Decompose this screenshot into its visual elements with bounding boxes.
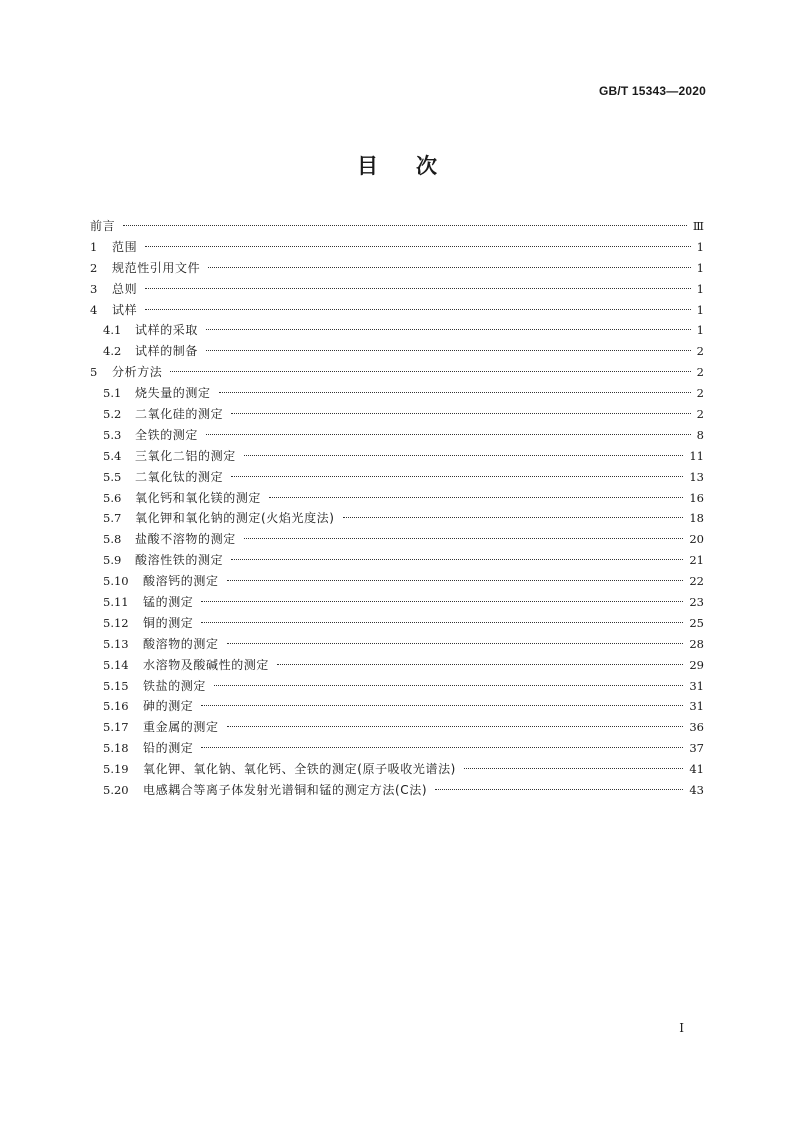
toc-entry-title: 盐酸不溶物的测定: [135, 532, 236, 547]
toc-entry-number: 5.6: [103, 490, 122, 505]
toc-leader-dots: [343, 517, 684, 518]
toc-entry-title: 分析方法: [112, 365, 163, 380]
toc-entry[interactable]: [90, 341, 704, 362]
toc-entry-page: 1: [696, 239, 704, 254]
toc-entry-title: 铁盐的测定: [143, 678, 207, 693]
standard-number: GB/T 15343—2020: [598, 84, 706, 98]
toc-entry[interactable]: [90, 717, 704, 738]
toc-entry-number: 1: [90, 239, 98, 254]
toc-entry-title: 氧化钾、氧化钠、氧化钙、全铁的测定(原子吸收光谱法): [143, 762, 456, 777]
toc-entry-number: 5.9: [103, 553, 122, 568]
toc-entry-title: 三氧化二铝的测定: [135, 448, 236, 463]
toc-entry-title: 试样的制备: [135, 344, 199, 359]
toc-entry[interactable]: [90, 216, 704, 237]
toc-entry-title: 烧失量的测定: [135, 386, 211, 401]
toc-leader-dots: [435, 789, 683, 790]
toc-entry-title: 电感耦合等离子体发射光谱铜和锰的测定方法(C法): [143, 783, 428, 798]
toc-entry-number: 5.11: [103, 595, 129, 610]
toc-entry-title: 全铁的测定: [135, 427, 199, 442]
toc-entry[interactable]: [90, 362, 704, 383]
toc-entry-title: 酸溶物的测定: [143, 636, 219, 651]
toc-entry-page: 1: [696, 302, 704, 317]
toc-entry[interactable]: [90, 467, 704, 488]
toc-entry-title: 酸溶钙的测定: [143, 574, 219, 589]
toc-entry-page: 22: [689, 574, 704, 589]
toc-leader-dots: [269, 497, 683, 498]
toc-entry-number: 5.16: [103, 699, 129, 714]
toc-entry-title: 重金属的测定: [143, 720, 219, 735]
toc-leader-dots: [170, 371, 690, 372]
toc-leader-dots: [214, 685, 683, 686]
toc-leader-dots: [201, 601, 683, 602]
toc-entry[interactable]: [90, 300, 704, 321]
toc-entry-page: 20: [689, 532, 704, 547]
toc-entry-title: 砷的测定: [143, 699, 194, 714]
toc-entry-page: 16: [689, 490, 704, 505]
toc-leader-dots: [244, 455, 684, 456]
toc-leader-dots: [227, 580, 684, 581]
toc-entry-number: 5: [90, 365, 98, 380]
toc-entry-page: 2: [696, 386, 704, 401]
toc-entry-page: Ⅲ: [692, 219, 704, 233]
toc-entry-title: 总则: [112, 281, 138, 296]
toc-entry-page: 28: [689, 636, 704, 651]
toc-entry-page: 36: [689, 720, 704, 735]
toc-entry[interactable]: [90, 529, 704, 550]
toc-leader-dots: [208, 267, 690, 268]
toc-leader-dots: [206, 329, 691, 330]
toc-entry-title: 铜的测定: [143, 615, 194, 630]
table-of-contents: [90, 216, 704, 801]
toc-entry-number: 5.13: [103, 636, 129, 651]
toc-entry[interactable]: [90, 571, 704, 592]
toc-entry-title: 试样: [112, 302, 138, 317]
toc-entry-title: 范围: [112, 239, 138, 254]
toc-entry-page: 23: [689, 595, 704, 610]
toc-entry[interactable]: [90, 655, 704, 676]
toc-entry-title: 试样的采取: [135, 323, 199, 338]
toc-entry-page: 11: [689, 448, 704, 463]
toc-entry[interactable]: [90, 676, 704, 697]
toc-leader-dots: [145, 246, 690, 247]
toc-entry[interactable]: [90, 738, 704, 759]
toc-entry-page: 2: [696, 407, 704, 422]
toc-entry[interactable]: [90, 613, 704, 634]
toc-entry-page: 25: [689, 615, 704, 630]
toc-entry-page: 43: [689, 783, 704, 798]
toc-entry-number: 5.14: [103, 657, 129, 672]
toc-entry-page: 41: [689, 762, 704, 777]
page-number: I: [679, 1021, 684, 1035]
toc-entry[interactable]: [90, 488, 704, 509]
toc-entry-number: 4.1: [103, 323, 122, 338]
toc-entry-page: 29: [689, 657, 704, 672]
toc-leader-dots: [206, 434, 691, 435]
toc-entry-title: 前言: [90, 219, 116, 233]
toc-entry-number: 5.1: [103, 386, 122, 401]
toc-entry-page: 2: [696, 344, 704, 359]
toc-entry-title: 二氧化钛的测定: [135, 469, 224, 484]
toc-leader-dots: [123, 225, 687, 226]
toc-entry[interactable]: [90, 759, 704, 780]
toc-entry[interactable]: [90, 780, 704, 801]
toc-entry-page: 1: [696, 281, 704, 296]
toc-leader-dots: [464, 768, 683, 769]
toc-leader-dots: [201, 622, 683, 623]
toc-entry-number: 3: [90, 281, 98, 296]
toc-entry-page: 13: [689, 469, 704, 484]
toc-entry-number: 5.12: [103, 615, 129, 630]
toc-entry-number: 5.20: [103, 783, 129, 798]
toc-entry-title: 氧化钾和氧化钠的测定(火焰光度法): [135, 511, 335, 526]
toc-entry-number: 5.5: [103, 469, 122, 484]
toc-entry[interactable]: [90, 634, 704, 655]
toc-entry-number: 5.15: [103, 678, 129, 693]
toc-entry-title: 酸溶性铁的测定: [135, 553, 224, 568]
toc-entry-number: 5.19: [103, 762, 129, 777]
toc-entry-number: 5.2: [103, 407, 122, 422]
toc-entry-page: 1: [696, 260, 704, 275]
toc-entry-number: 4: [90, 302, 98, 317]
toc-leader-dots: [206, 350, 691, 351]
toc-entry[interactable]: [90, 404, 704, 425]
toc-entry[interactable]: [90, 425, 704, 446]
toc-entry[interactable]: [90, 550, 704, 571]
toc-entry-title: 水溶物及酸碱性的测定: [143, 657, 270, 672]
toc-entry[interactable]: [90, 279, 704, 300]
toc-entry[interactable]: [90, 592, 704, 613]
toc-entry[interactable]: [90, 446, 704, 467]
toc-leader-dots: [244, 538, 684, 539]
toc-leader-dots: [219, 392, 691, 393]
toc-leader-dots: [231, 559, 683, 560]
toc-entry-number: 5.18: [103, 741, 129, 756]
toc-entry[interactable]: [90, 237, 704, 258]
toc-leader-dots: [145, 288, 690, 289]
toc-leader-dots: [145, 309, 690, 310]
toc-entry-title: 二氧化硅的测定: [135, 407, 224, 422]
toc-leader-dots: [231, 476, 683, 477]
toc-entry-number: 5.7: [103, 511, 122, 526]
toc-entry-page: 2: [696, 365, 704, 380]
toc-leader-dots: [231, 413, 690, 414]
toc-entry-page: 37: [689, 741, 704, 756]
toc-entry-number: 5.10: [103, 574, 129, 589]
toc-entry-title: 氧化钙和氧化镁的测定: [135, 490, 262, 505]
toc-entry[interactable]: [90, 696, 704, 717]
toc-entry-number: 5.4: [103, 448, 122, 463]
toc-entry[interactable]: [90, 508, 704, 529]
toc-entry[interactable]: [90, 320, 704, 341]
toc-leader-dots: [227, 726, 684, 727]
toc-entry-title: 锰的测定: [143, 595, 194, 610]
toc-entry[interactable]: [90, 383, 704, 404]
toc-entry-page: 1: [696, 323, 704, 338]
toc-entry-title: 规范性引用文件: [112, 260, 201, 275]
toc-leader-dots: [227, 643, 684, 644]
toc-entry-page: 8: [696, 427, 704, 442]
page-title: 目次: [357, 154, 475, 178]
toc-entry-number: 5.17: [103, 720, 129, 735]
toc-leader-dots: [201, 705, 683, 706]
toc-entry-title: 铅的测定: [143, 741, 194, 756]
toc-entry-page: 31: [689, 699, 704, 714]
toc-leader-dots: [201, 747, 683, 748]
toc-entry-number: 2: [90, 260, 98, 275]
toc-entry-number: 5.3: [103, 427, 122, 442]
toc-entry-number: 5.8: [103, 532, 122, 547]
toc-entry-page: 31: [689, 678, 704, 693]
toc-entry-page: 18: [689, 511, 704, 526]
toc-entry[interactable]: [90, 258, 704, 279]
toc-entry-page: 21: [689, 553, 704, 568]
toc-leader-dots: [277, 664, 683, 665]
toc-entry-number: 4.2: [103, 344, 122, 359]
